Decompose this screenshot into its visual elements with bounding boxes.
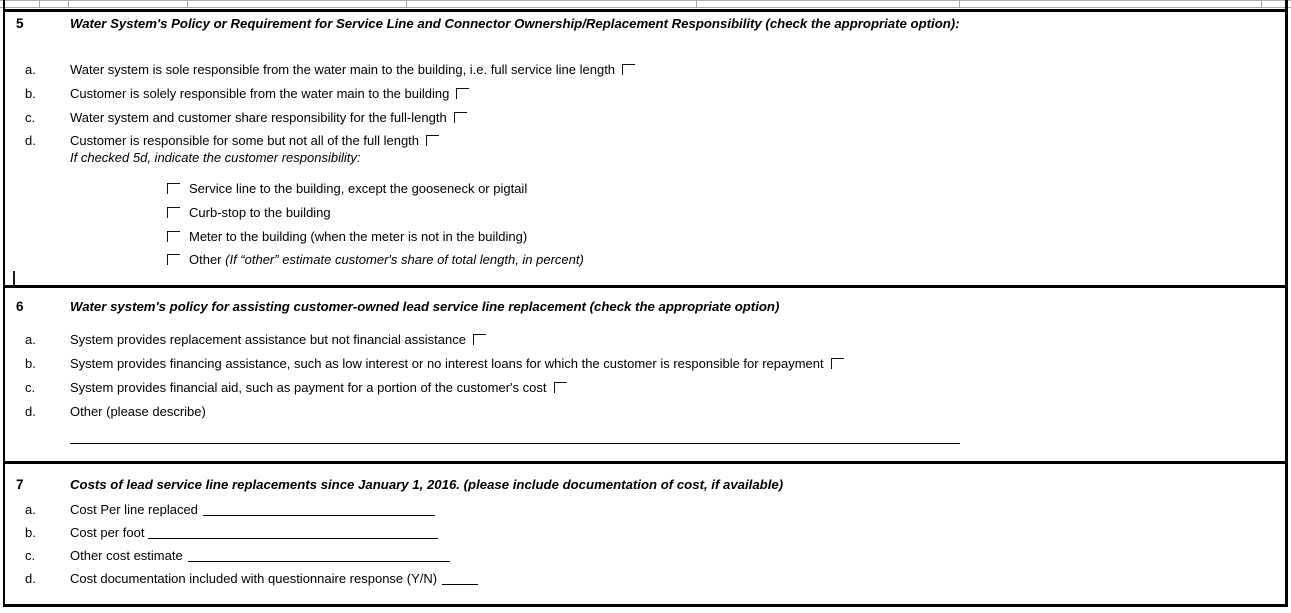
- fill-in-blank[interactable]: [148, 525, 438, 539]
- checkbox-icon[interactable]: [831, 358, 844, 369]
- gridline: [13, 271, 15, 285]
- item-letter: a.: [25, 332, 36, 347]
- item-text: Other (please describe): [70, 404, 206, 419]
- section-number: 5: [16, 16, 24, 31]
- checkbox-icon[interactable]: [473, 334, 486, 345]
- cost-row-7b: [5, 525, 1285, 543]
- section-7: [5, 461, 1285, 604]
- option-row-5b: [5, 86, 1285, 104]
- sub-option-row: [5, 181, 1285, 199]
- checkbox-icon[interactable]: [454, 112, 467, 123]
- fill-in-blank[interactable]: [203, 502, 435, 516]
- item-letter: a.: [25, 502, 36, 517]
- item-text: Cost documentation included with questionnaire response (Y/N): [70, 571, 478, 586]
- checkbox-icon[interactable]: [622, 64, 635, 75]
- fill-in-blank[interactable]: [188, 548, 450, 562]
- item-text: System provides financing assistance, such as low interest or no interest loans for which the customer is responsible for repayment: [70, 356, 844, 371]
- item-letter: a.: [25, 62, 36, 77]
- sub-item-text: Other (If “other” estimate customer's share of total length, in percent): [189, 252, 584, 267]
- fill-in-blank[interactable]: [442, 571, 478, 585]
- option-row-6c: [5, 380, 1285, 398]
- cost-row-7d: [5, 571, 1285, 589]
- checkbox-icon[interactable]: [167, 183, 180, 194]
- sub-item-text: Curb-stop to the building: [189, 205, 331, 220]
- section-number: 6: [16, 299, 24, 314]
- item-text: Other cost estimate: [70, 548, 450, 563]
- option-row-5c: [5, 110, 1285, 128]
- section-title: Costs of lead service line replacements since January 1, 2016. (please include documentation of cost, if available): [70, 477, 784, 492]
- sub-item-note: (If “other” estimate customer's share of total length, in percent): [225, 252, 584, 267]
- item-text: Customer is responsible for some but not all of the full length: [70, 133, 439, 148]
- cost-row-7c: [5, 548, 1285, 566]
- item-text: System provides financial aid, such as payment for a portion of the customer's cost: [70, 380, 567, 395]
- option-row-6d: [5, 404, 1285, 422]
- checkbox-icon[interactable]: [456, 88, 469, 99]
- sub-option-row: [5, 252, 1285, 270]
- sub-option-row: [5, 229, 1285, 247]
- section-title: Water System's Policy or Requirement for Service Line and Connector Ownership/Replacement Responsibility (check the appropriate option):: [70, 16, 960, 31]
- item-text: Cost per foot: [70, 525, 438, 540]
- item-letter: c.: [25, 380, 36, 395]
- option-row-5d: [5, 133, 1285, 151]
- section-title: Water system's policy for assisting customer-owned lead service line replacement (check the appropriate option): [70, 299, 780, 314]
- item-letter: b.: [25, 86, 36, 101]
- form-border-frame: [3, 0, 1288, 607]
- item-letter: b.: [25, 525, 36, 540]
- item-text: Water system and customer share responsibility for the full-length: [70, 110, 467, 125]
- item-letter: d.: [25, 404, 36, 419]
- item-letter: c.: [25, 548, 36, 563]
- item-letter: d.: [25, 571, 36, 586]
- sub-item-text: Meter to the building (when the meter is not in the building): [189, 229, 528, 244]
- sub-option-row: [5, 205, 1285, 223]
- section-5: [5, 9, 1285, 285]
- option-row-6a: [5, 332, 1285, 350]
- option-row-5a: [5, 62, 1285, 80]
- write-in-line[interactable]: [70, 443, 960, 444]
- sub-item-text: Service line to the building, except the gooseneck or pigtail: [189, 181, 528, 196]
- item-letter: b.: [25, 356, 36, 371]
- note-row: [5, 150, 1285, 168]
- checkbox-icon[interactable]: [167, 207, 180, 218]
- checkbox-icon[interactable]: [554, 382, 567, 393]
- option-row-6b: [5, 356, 1285, 374]
- item-text: Cost Per line replaced: [70, 502, 435, 517]
- item-text: Water system is sole responsible from the water main to the building, i.e. full service line length: [70, 62, 635, 77]
- item-letter: c.: [25, 110, 36, 125]
- section-number: 7: [16, 477, 24, 492]
- section-6: [5, 285, 1285, 461]
- cost-row-7a: [5, 502, 1285, 520]
- item-letter: d.: [25, 133, 36, 148]
- item-text: System provides replacement assistance but not financial assistance: [70, 332, 486, 347]
- item-text: Customer is solely responsible from the water main to the building: [70, 86, 469, 101]
- checkbox-icon[interactable]: [426, 135, 439, 146]
- checkbox-icon[interactable]: [167, 231, 180, 242]
- conditional-note: If checked 5d, indicate the customer responsibility:: [70, 150, 361, 165]
- checkbox-icon[interactable]: [167, 254, 180, 265]
